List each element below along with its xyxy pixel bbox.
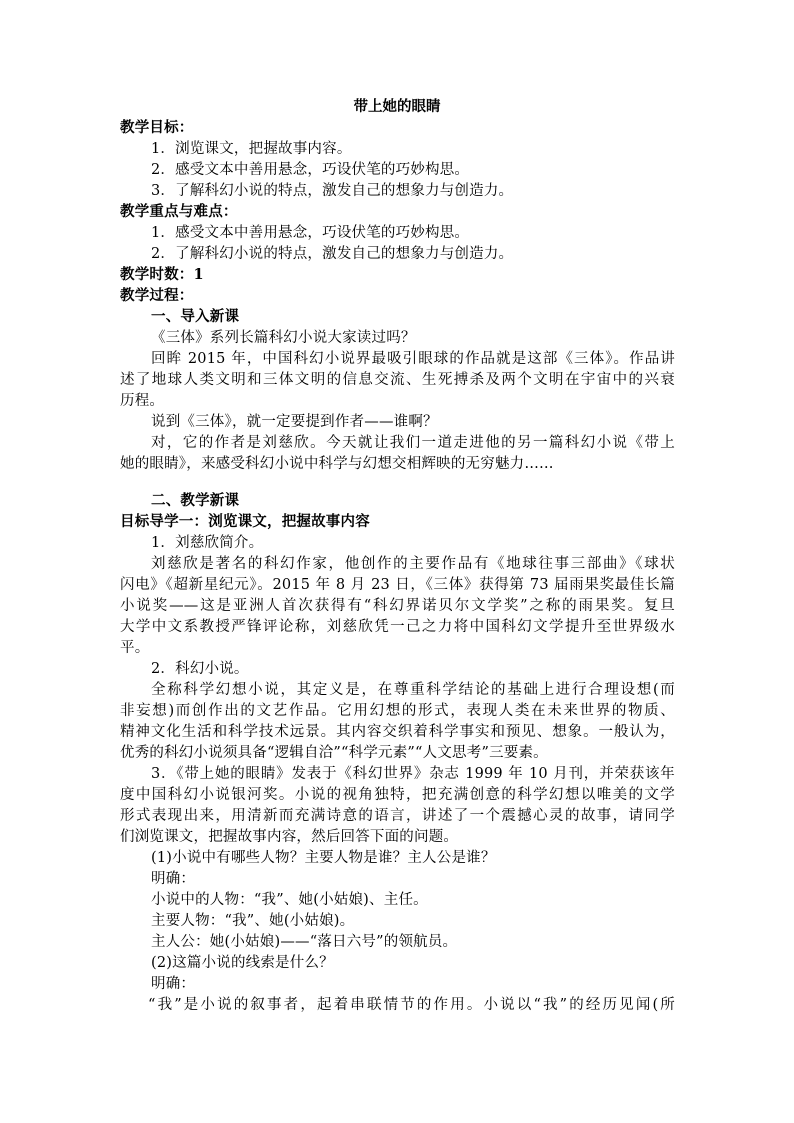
paragraph-line: 优秀的科幻小说须具备“逻辑自洽”“科学元素”“人文思考”三要素。 xyxy=(120,745,548,761)
goal-item-3: 3．了解科幻小说的特点，激发自己的想象力与创造力。 xyxy=(151,183,514,199)
paragraph-line: 非妄想)而创作出的文艺作品。它用幻想的形式，表现人类在未来世界的物质、 xyxy=(120,703,675,719)
paragraph-line: 形式表现出来，用清新而充满诗意的语言，讲述了一个震撼心灵的故事，请同学 xyxy=(120,808,675,824)
paragraph-line: 对，它的作者是刘慈欣。今天就让我们一道走进他的另一篇科幻小说《带上 xyxy=(151,435,675,451)
paragraph-line: 度中国科幻小说银河奖。小说的视角独特，把充满创意的科学幻想以唯美的文学 xyxy=(120,787,675,803)
section-introduction: 一、导入新课 xyxy=(151,308,240,325)
paragraph-line: 精神文化生活和科学技术远景。其内容交织着科学事实和预见、想象。一般认为， xyxy=(120,724,675,740)
answer-line: “我”是小说的叙事者，起着串联情节的作用。小说以“我”的经历见闻(所 xyxy=(148,997,675,1013)
heading-teaching-goals: 教学目标： xyxy=(120,119,194,136)
paragraph-line: 回眸 2015 年，中国科幻小说界最吸引眼球的作品就是这部《三体》。作品讲 xyxy=(151,351,675,367)
goal-item-1: 1．浏览课文，把握故事内容。 xyxy=(151,141,352,157)
heading-key-points: 教学重点与难点： xyxy=(120,203,238,220)
paragraph-line: 说到《三体》，就一定要提到作者——谁啊？ xyxy=(151,414,438,430)
heading-teaching-process: 教学过程： xyxy=(120,287,194,304)
paragraph-line: 平。 xyxy=(120,640,150,656)
subsection-sci-fi: 2．科幻小说。 xyxy=(151,661,249,677)
paragraph-line: 3．《带上她的眼睛》发表于《科幻世界》杂志 1999 年 10 月刊，并荣获该年 xyxy=(151,766,675,782)
paragraph-line: 述了地球人类文明和三体文明的信息交流、生死搏杀及两个文明在宇宙中的兴衰 xyxy=(120,372,675,388)
section-new-lesson: 二、教学新课 xyxy=(151,492,240,509)
paragraph-line: 们浏览课文，把握故事内容，然后回答下面的问题。 xyxy=(120,829,459,845)
question-2: (2)这篇小说的线索是什么？ xyxy=(151,955,334,971)
paragraph-line: 刘慈欣是著名的科幻作家，他创作的主要作品有《地球往事三部曲》《球状 xyxy=(151,556,675,572)
paragraph-line: 小说奖——这是亚洲人首次获得有“科幻界诺贝尔文学奖”之称的雨果奖。复旦 xyxy=(120,598,675,614)
paragraph-line: 全称科学幻想小说，其定义是，在尊重科学结论的基础上进行合理设想(而 xyxy=(151,682,675,698)
answer-label: 明确： xyxy=(151,976,196,992)
paragraph-line: 《三体》系列长篇科幻小说大家读过吗？ xyxy=(151,330,416,346)
answer-label: 明确： xyxy=(151,871,196,887)
paragraph-line: 她的眼睛》，来感受科幻小说中科学与幻想交相辉映的无穷魅力…… xyxy=(120,456,554,472)
paragraph-line: 历程。 xyxy=(120,393,165,409)
answer-line: 小说中的人物：“我”、她(小姑娘)、主任。 xyxy=(151,892,428,908)
subsection-author-intro: 1．刘慈欣简介。 xyxy=(151,535,264,551)
paragraph-line: 闪电》《超新星纪元》。2015 年 8 月 23 日，《三体》获得第 73 届雨果奖最佳长篇 xyxy=(120,577,675,593)
key-point-2: 2．了解科幻小说的特点，激发自己的想象力与创造力。 xyxy=(151,246,514,262)
heading-class-hours: 教学时数：1 xyxy=(120,266,204,283)
document-title: 带上她的眼睛 xyxy=(353,98,441,115)
target-guide-1: 目标导学一：浏览课文，把握故事内容 xyxy=(120,513,370,530)
goal-item-2: 2．感受文本中善用悬念，巧设伏笔的巧妙构思。 xyxy=(151,162,470,178)
answer-line: 主要人物：“我”、她(小姑娘)。 xyxy=(151,913,355,929)
key-point-1: 1．感受文本中善用悬念，巧设伏笔的巧妙构思。 xyxy=(151,225,470,241)
answer-line: 主人公：她(小姑娘)——“落日六号”的领航员。 xyxy=(151,934,458,950)
question-1: (1)小说中有哪些人物？主要人物是谁？主人公是谁？ xyxy=(151,850,496,866)
paragraph-line: 大学中文系教授严锋评论称，刘慈欣凭一己之力将中国科幻文学提升至世界级水 xyxy=(120,619,675,635)
